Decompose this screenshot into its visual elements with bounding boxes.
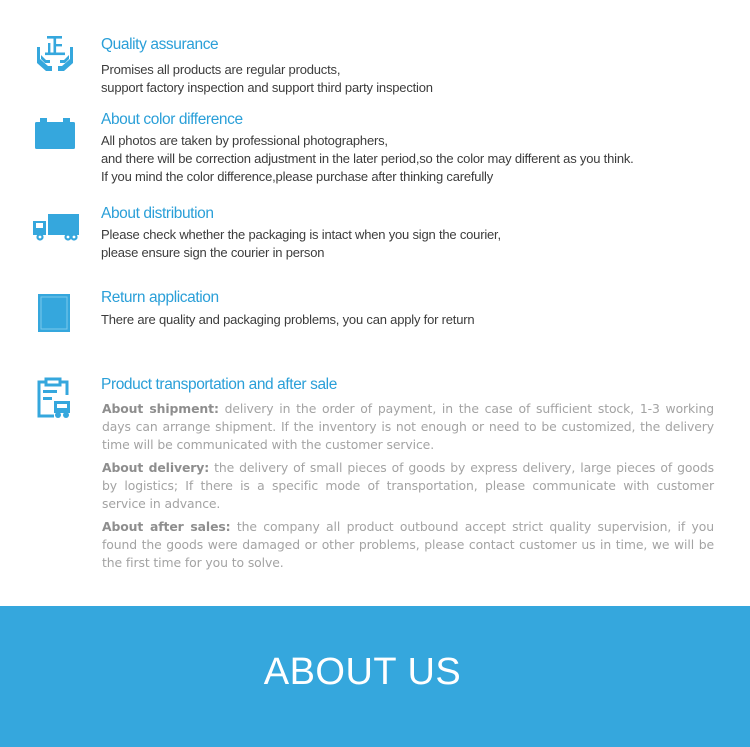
delivery-truck-icon (31, 212, 81, 242)
document-icon (37, 293, 71, 333)
about-us-banner (0, 606, 750, 747)
quality-hands-icon (34, 33, 76, 75)
section-line-color-2: and there will be correction adjustment in the later period,so the color may different as you think. (101, 151, 634, 166)
paragraph-text: the company all product outbound accept strict quality supervision, if you found the goods were damaged or other problems, please contact customer us in time, we will be the first time for you to solve. (102, 519, 714, 570)
section-line-color-3: If you mind the color difference,please purchase after thinking carefully (101, 169, 493, 184)
section-title-color: About color difference (101, 111, 243, 128)
paragraph-shipment (102, 400, 714, 454)
section-title-distribution: About distribution (101, 205, 214, 222)
section-title-transportation: Product transportation and after sale (101, 376, 337, 393)
section-line-quality-1: Promises all products are regular products, (101, 62, 341, 77)
paragraph-label: About delivery: (102, 460, 210, 475)
section-line-distribution-1: Please check whether the packaging is intact when you sign the courier, (101, 227, 501, 242)
section-line-quality-2: support factory inspection and support third party inspection (101, 80, 433, 95)
paragraph-text: the delivery of small pieces of goods by express delivery, large pieces of goods by logistics; If there is a specific mode of transportation, please communicate with customer service in advance. (102, 460, 714, 511)
battery-icon (34, 117, 76, 151)
paragraph-label: About after sales: (102, 519, 231, 534)
section-title-return: Return application (101, 289, 219, 306)
paragraph-label: About shipment: (102, 401, 219, 416)
paragraph-text: delivery in the order of payment, in the case of sufficient stock, 1-3 working days can arrange shipment. If the inventory is not enough or need to be customized, the delivery time will be communicated with the customer service. (102, 401, 714, 452)
section-line-color-1: All photos are taken by professional photographers, (101, 133, 388, 148)
banner-title: ABOUT US (263, 651, 462, 693)
section-title-quality: Quality assurance (101, 36, 219, 53)
paragraph-after-sales (102, 518, 714, 572)
section-line-distribution-2: please ensure sign the courier in person (101, 245, 325, 260)
section-line-return-1: There are quality and packaging problems, you can apply for return (101, 312, 475, 327)
paragraph-delivery (102, 459, 714, 513)
clipboard-truck-icon (36, 377, 72, 419)
